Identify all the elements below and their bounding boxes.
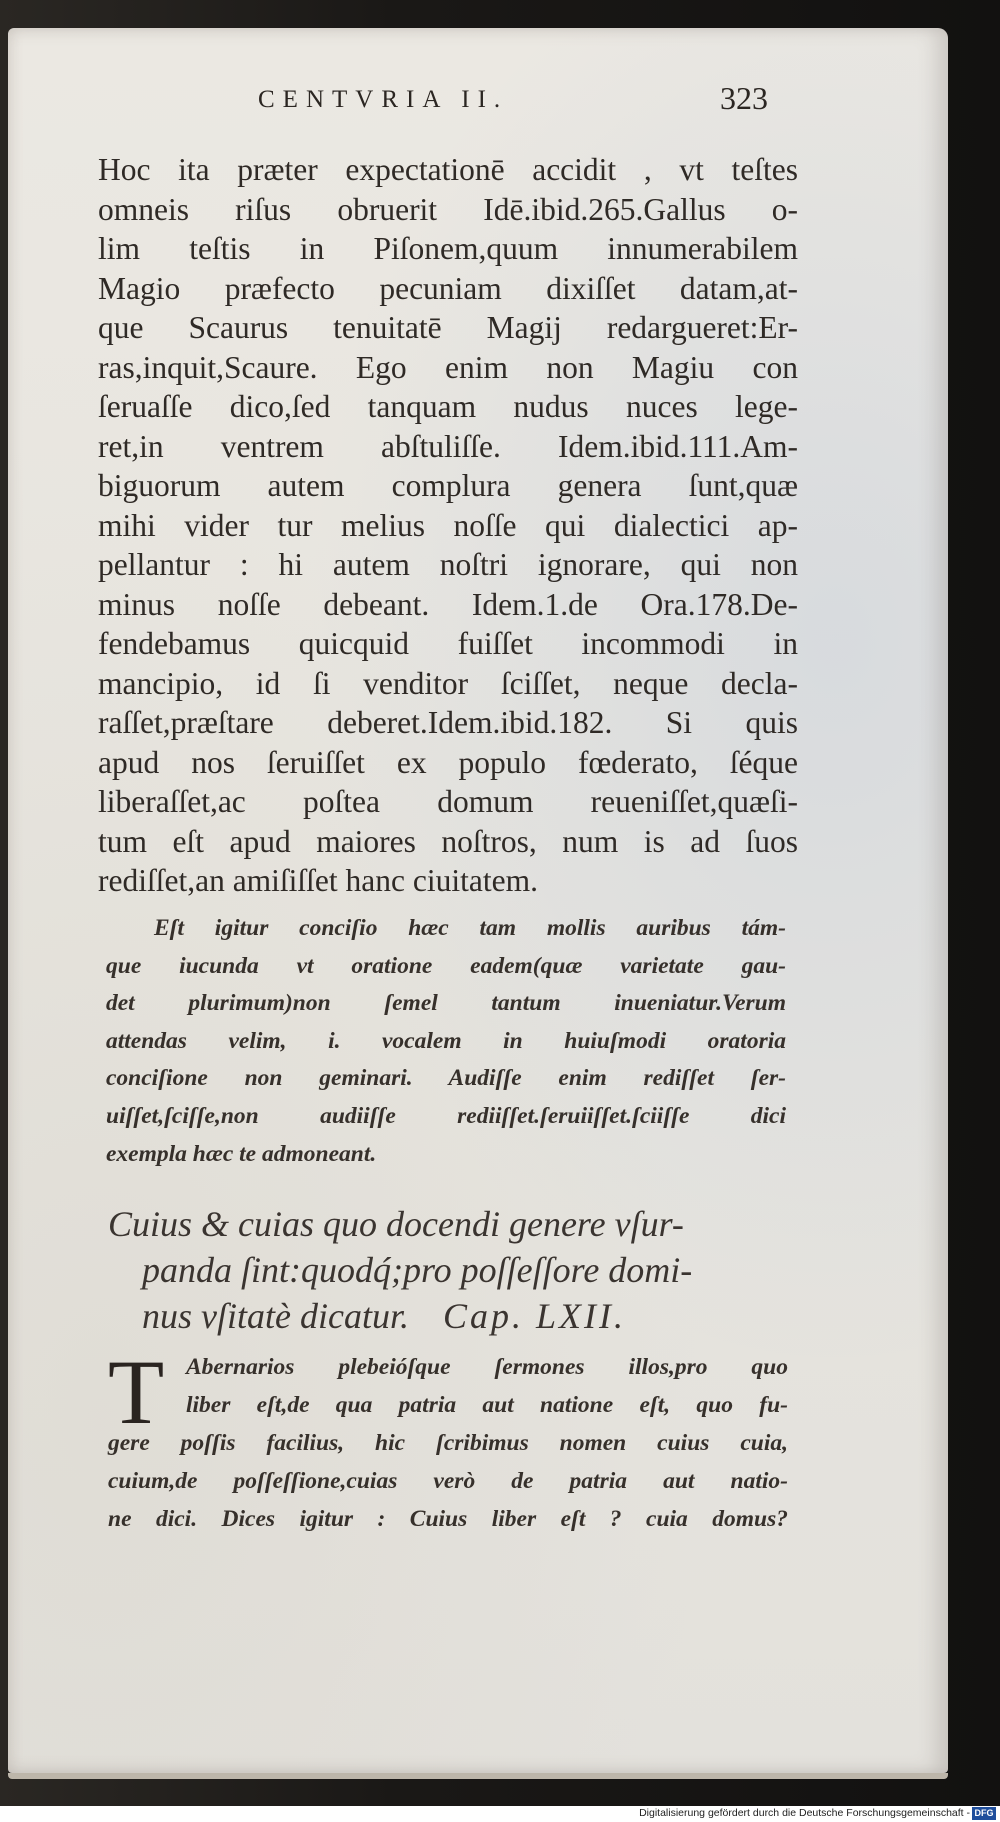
running-title: CENTVRIA II. xyxy=(258,86,509,113)
text-line: minus noſſe debeant. Idem.1.de Ora.178.De- xyxy=(98,586,798,622)
text-line: rediſſet,an amiſiſſet hanc ciuitatem. xyxy=(98,863,538,898)
page-header xyxy=(8,80,948,126)
text-line: ras,inquit,Scaure. Ego enim non Magiu con xyxy=(98,349,798,385)
text-line: tum eſt apud maiores noſtros, num is ad ſuos xyxy=(98,823,798,859)
chapter-line: ne dici. Dices igitur : Cuius liber eſt ? cuia domus? xyxy=(108,1506,788,1532)
text-line: mihi vider tur melius noſſe qui dialectici ap- xyxy=(98,507,798,543)
heading-line: Cuius & cuias quo docendi genere vſur- xyxy=(108,1204,684,1244)
text-line: biguorum autem complura genera ſunt,quæ xyxy=(98,468,798,503)
italic-line: uiſſet,ſciſſe,non audiiſſe rediiſſet.ſeruiiſſet.ſciiſſe dici xyxy=(106,1102,786,1129)
text-line: fendebamus quicquid fuiſſet incommodi in xyxy=(98,626,798,661)
chapter-text-block xyxy=(108,1341,788,1538)
text-line: pellantur : hi autem noſtri ignorare, qui non xyxy=(98,547,798,582)
heading-line: panda ſint:quodq́;pro poſſeſſore domi- xyxy=(142,1250,693,1290)
text-line: omneis riſus obruerit Idē.ibid.265.Gallus o- xyxy=(98,191,798,227)
heading-line-text: nus vſitatè dicatur. xyxy=(142,1296,409,1336)
italic-commentary xyxy=(106,910,786,1173)
text-line: liberaſſet,ac poſtea domum reueniſſet,quæſi- xyxy=(98,784,798,819)
italic-line: conciſione non geminari. Audiſſe enim rediſſet ſer- xyxy=(106,1065,786,1092)
text-line: mancipio, id ſi venditor ſciſſet, neque decla- xyxy=(98,665,798,701)
italic-line: Eſt igitur conciſio hæc tam mollis auribus tám- xyxy=(154,915,786,941)
text-line: que Scaurus tenuitatē Magij redargueret:Er- xyxy=(98,310,798,345)
italic-line: que iucunda vt oratione eadem(quæ varietate gau- xyxy=(106,952,786,979)
funding-credit: Digitalisierung gefördert durch die Deutsche Forschungsgemeinschaft - xyxy=(639,1807,970,1819)
text-line: raſſet,præſtare deberet.Idem.ibid.182. Si quis xyxy=(98,705,798,740)
italic-line: exempla hæc te admoneant. xyxy=(106,1140,377,1167)
main-text-block xyxy=(98,150,798,901)
page-edge xyxy=(8,1773,948,1779)
chapter-line: gere poſſis facilius, hic ſcribimus nomen cuius cuia, xyxy=(108,1430,788,1456)
chapter-heading xyxy=(108,1201,788,1339)
text-line: ret,in ventrem abſtuliſſe. Idem.ibid.111.Am- xyxy=(98,428,798,464)
text-line: ſeruaſſe dico,ſed tanquam nudus nuces lege- xyxy=(98,389,798,424)
book-page xyxy=(8,28,948,1773)
drop-initial: T xyxy=(108,1341,165,1443)
chapter-line: liber eſt,de qua patria aut natione eſt, quo fu- xyxy=(186,1392,788,1418)
italic-line: det plurimum)non ſemel tantum inueniatur.Verum xyxy=(106,990,786,1017)
text-line: Hoc ita præter expectationē accidit , vt teſtes xyxy=(98,152,798,187)
chapter-line: Abernarios plebeióſque ſermones illos,pro quo xyxy=(186,1354,788,1380)
text-line: apud nos ſeruiſſet ex populo fœderato, ſéque xyxy=(98,744,798,780)
italic-line: attendas velim, i. vocalem in huiuſmodi oratoria xyxy=(106,1027,786,1054)
page-number: 323 xyxy=(720,80,768,116)
heading-line xyxy=(108,1293,788,1339)
text-line: lim teſtis in Piſonem,quum innumerabilem xyxy=(98,231,798,266)
chapter-number: Cap. LXII. xyxy=(442,1296,626,1336)
text-line: Magio præfecto pecuniam dixiſſet datam,at- xyxy=(98,270,798,306)
dfg-logo: DFG xyxy=(972,1807,996,1820)
chapter-line: cuium,de poſſeſſione,cuias verò de patria aut natio- xyxy=(108,1468,788,1494)
